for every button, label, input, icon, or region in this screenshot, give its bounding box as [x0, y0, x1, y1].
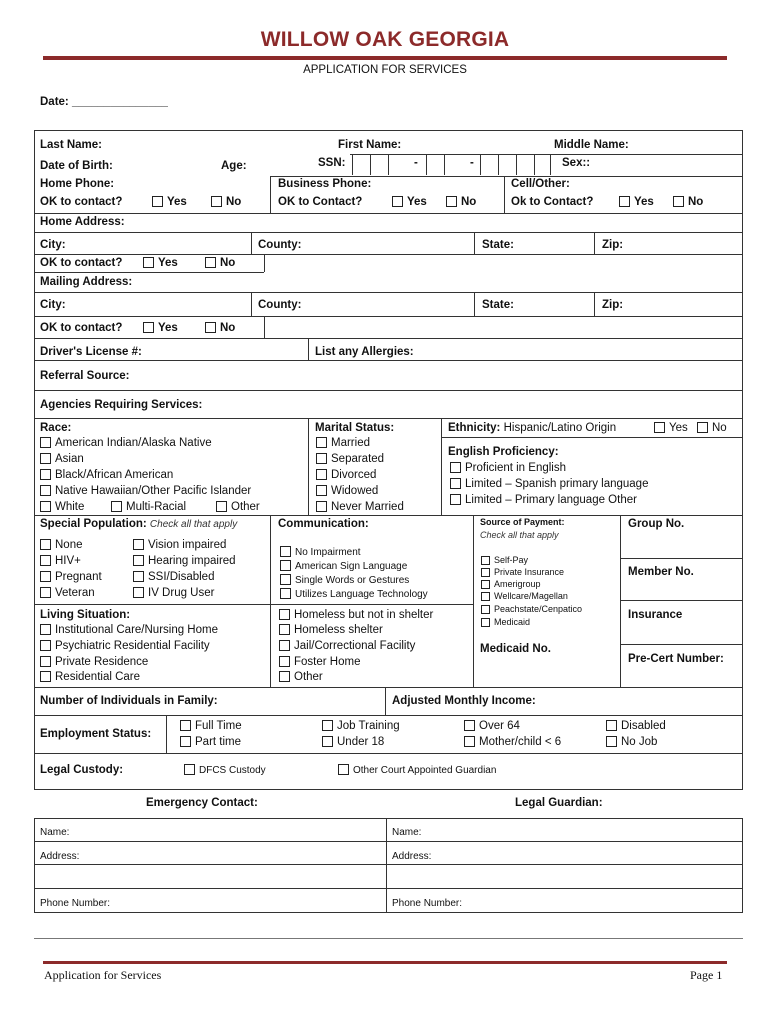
- checkbox-icon[interactable]: [392, 196, 403, 207]
- col-line: [34, 818, 35, 912]
- checkbox-icon[interactable]: [143, 322, 154, 333]
- checkbox-icon[interactable]: [40, 671, 51, 682]
- checkbox-icon[interactable]: [619, 196, 630, 207]
- living-option[interactable]: Psychiatric Residential Facility: [40, 640, 210, 652]
- cell-yes-option[interactable]: Yes: [619, 196, 654, 208]
- checkbox-icon[interactable]: [40, 587, 51, 598]
- first-name-field[interactable]: First Name:: [338, 139, 402, 151]
- ok-contact-cell-label: Ok to Contact?: [511, 196, 594, 208]
- home-county-field[interactable]: County:: [258, 239, 302, 251]
- cell-no-option[interactable]: No: [673, 196, 703, 208]
- row-line: [620, 558, 743, 559]
- home-city-field[interactable]: City:: [40, 239, 66, 251]
- employment-option[interactable]: Job Training: [322, 720, 400, 732]
- col-line: [386, 818, 387, 912]
- home-state-field[interactable]: State:: [482, 239, 514, 251]
- checkbox-icon[interactable]: [40, 640, 51, 651]
- checkbox-icon[interactable]: [40, 656, 51, 667]
- ssn-box[interactable]: [388, 155, 404, 175]
- precert-number-field[interactable]: Pre-Cert Number:: [628, 653, 724, 665]
- legal-custody-label: Legal Custody:: [40, 764, 124, 776]
- checkbox-icon[interactable]: [40, 571, 51, 582]
- home-address-field[interactable]: Home Address:: [40, 216, 125, 228]
- col-line: [166, 715, 167, 753]
- emergency-contact-heading: Emergency Contact:: [146, 797, 258, 809]
- guardian-address-field[interactable]: Address:: [392, 851, 432, 862]
- employment-status-label: Employment Status:: [40, 728, 152, 740]
- special-option[interactable]: Pregnant: [40, 571, 102, 583]
- last-name-field[interactable]: Last Name:: [40, 139, 102, 151]
- age-field[interactable]: Age:: [221, 160, 247, 172]
- ssn-box[interactable]: [426, 155, 442, 175]
- col-line: [620, 515, 621, 687]
- checkbox-icon[interactable]: [111, 501, 122, 512]
- col-line: [270, 176, 271, 214]
- living-situation-label: Living Situation:: [40, 609, 131, 621]
- row-line: [270, 604, 473, 605]
- checkbox-icon[interactable]: [205, 322, 216, 333]
- checkbox-icon[interactable]: [606, 736, 617, 747]
- marital-option[interactable]: Separated: [316, 453, 384, 465]
- communication-option[interactable]: Single Words or Gestures: [280, 574, 409, 586]
- row-line: [34, 130, 743, 131]
- ssn-box[interactable]: [498, 155, 514, 175]
- checkbox-icon[interactable]: [481, 592, 490, 601]
- cell-phone-field[interactable]: Cell/Other:: [511, 178, 570, 190]
- checkbox-icon[interactable]: [216, 501, 227, 512]
- communication-option[interactable]: Utilizes Language Technology: [280, 588, 428, 600]
- mail-zip-field[interactable]: Zip:: [602, 299, 624, 311]
- dob-field[interactable]: Date of Birth:: [40, 160, 113, 172]
- checkbox-icon[interactable]: [316, 469, 327, 480]
- checkbox-icon[interactable]: [481, 556, 490, 565]
- row-line: [34, 390, 743, 391]
- ssn-dash: -: [414, 157, 418, 169]
- special-option[interactable]: Vision impaired: [133, 539, 226, 551]
- col-line: [594, 292, 595, 316]
- race-option[interactable]: Asian: [40, 453, 84, 465]
- checkbox-icon[interactable]: [40, 501, 51, 512]
- checkbox-icon[interactable]: [464, 736, 475, 747]
- communication-label: Communication:: [278, 518, 369, 530]
- payment-option[interactable]: Peachstate/Cenpatico: [481, 604, 582, 614]
- row-line: [34, 254, 743, 255]
- communication-option[interactable]: American Sign Language: [280, 560, 407, 572]
- race-option[interactable]: American Indian/Alaska Native: [40, 437, 212, 449]
- emergency-name-field[interactable]: Name:: [40, 827, 70, 838]
- living-option[interactable]: Foster Home: [279, 656, 360, 668]
- checkbox-icon[interactable]: [673, 196, 684, 207]
- checkbox-icon[interactable]: [40, 539, 51, 550]
- footer-title: Application for Services: [44, 968, 162, 982]
- home-zip-field[interactable]: Zip:: [602, 239, 624, 251]
- checkbox-icon[interactable]: [152, 196, 163, 207]
- home-no-option[interactable]: No: [211, 196, 241, 208]
- legal-guardian-heading: Legal Guardian:: [515, 797, 603, 809]
- ok-contact-mail-label: OK to contact?: [40, 322, 123, 334]
- special-option[interactable]: Hearing impaired: [133, 555, 236, 567]
- checkbox-icon[interactable]: [280, 588, 291, 599]
- checkbox-icon[interactable]: [464, 720, 475, 731]
- checkbox-icon[interactable]: [338, 764, 349, 775]
- special-option[interactable]: None: [40, 539, 83, 551]
- checkbox-icon[interactable]: [279, 624, 290, 635]
- col-line: [594, 232, 595, 254]
- row-line: [34, 912, 743, 913]
- col-line: [742, 818, 743, 912]
- checkbox-icon[interactable]: [40, 437, 51, 448]
- living-option[interactable]: Private Residence: [40, 656, 148, 668]
- payment-label: Source of Payment:: [480, 517, 565, 527]
- checkbox-icon[interactable]: [450, 494, 461, 505]
- row-line: [34, 841, 743, 842]
- row-line: [34, 418, 743, 419]
- checkbox-icon[interactable]: [279, 609, 290, 620]
- checkbox-icon[interactable]: [279, 671, 290, 682]
- ethnicity-row: Ethnicity: Hispanic/Latino Origin: [448, 422, 617, 434]
- checkbox-icon[interactable]: [280, 574, 291, 585]
- col-line: [441, 418, 442, 516]
- row-line: [34, 232, 743, 233]
- checkbox-icon[interactable]: [280, 560, 291, 571]
- checkbox-icon[interactable]: [322, 736, 333, 747]
- race-option[interactable]: Native Hawaiian/Other Pacific Islander: [40, 485, 251, 497]
- employment-option[interactable]: Under 18: [322, 736, 384, 748]
- home-yes-option[interactable]: Yes: [152, 196, 187, 208]
- special-option[interactable]: HIV+: [40, 555, 81, 567]
- checkbox-icon[interactable]: [606, 720, 617, 731]
- ssn-label: SSN:: [318, 157, 346, 169]
- living-option[interactable]: Jail/Correctional Facility: [279, 640, 415, 652]
- ok-contact-home-address-label: OK to contact?: [40, 257, 123, 269]
- row-line: [34, 360, 743, 361]
- col-line: [251, 292, 252, 316]
- checkbox-icon[interactable]: [180, 736, 191, 747]
- communication-option[interactable]: No Impairment: [280, 546, 361, 558]
- marital-option[interactable]: Widowed: [316, 485, 378, 497]
- monthly-income-field[interactable]: Adjusted Monthly Income:: [392, 695, 536, 707]
- employment-option[interactable]: Over 64: [464, 720, 520, 732]
- employment-option[interactable]: Mother/child < 6: [464, 736, 561, 748]
- col-line: [474, 292, 475, 316]
- living-option[interactable]: Homeless shelter: [279, 624, 383, 636]
- business-phone-field[interactable]: Business Phone:: [278, 178, 372, 190]
- special-option[interactable]: Veteran: [40, 587, 95, 599]
- employment-option[interactable]: No Job: [606, 736, 657, 748]
- living-option[interactable]: Other: [279, 671, 323, 683]
- employment-option[interactable]: Full Time: [180, 720, 242, 732]
- family-size-field[interactable]: Number of Individuals in Family:: [40, 695, 218, 707]
- checkbox-icon[interactable]: [40, 624, 51, 635]
- form-right-border: [742, 130, 743, 790]
- row-line: [270, 176, 743, 177]
- ok-contact-home-label: OK to contact?: [40, 196, 123, 208]
- checkbox-icon[interactable]: [40, 485, 51, 496]
- race-label: Race:: [40, 422, 72, 434]
- row-line: [620, 644, 743, 645]
- sex-field[interactable]: Sex::: [562, 157, 591, 169]
- payment-option[interactable]: Self-Pay: [481, 555, 528, 565]
- col-line: [308, 418, 309, 516]
- race-multiracial-option[interactable]: Multi-Racial: [111, 501, 186, 513]
- row-line: [34, 753, 743, 754]
- mail-no-option[interactable]: No: [205, 322, 235, 334]
- payment-option[interactable]: Wellcare/Magellan: [481, 591, 568, 601]
- race-other-option[interactable]: Other: [216, 501, 260, 513]
- col-line: [504, 176, 505, 214]
- checkbox-icon[interactable]: [450, 478, 461, 489]
- living-option[interactable]: Homeless but not in shelter: [279, 609, 433, 621]
- race-option[interactable]: Black/African American: [40, 469, 173, 481]
- checkbox-icon[interactable]: [40, 469, 51, 480]
- emergency-address-field[interactable]: Address:: [40, 851, 80, 862]
- checkbox-icon[interactable]: [481, 605, 490, 614]
- col-line: [270, 515, 271, 687]
- col-line: [385, 687, 386, 715]
- home-phone-field[interactable]: Home Phone:: [40, 178, 115, 190]
- checkbox-icon[interactable]: [205, 257, 216, 268]
- ssn-box[interactable]: [480, 155, 496, 175]
- ssn-dash: -: [470, 157, 474, 169]
- checkbox-icon[interactable]: [279, 640, 290, 651]
- biz-no-option[interactable]: No: [446, 196, 476, 208]
- mail-state-field[interactable]: State:: [482, 299, 514, 311]
- checkbox-icon[interactable]: [279, 656, 290, 667]
- guardian-phone-field[interactable]: Phone Number:: [392, 898, 463, 909]
- court-guardian-option[interactable]: Other Court Appointed Guardian: [338, 764, 496, 776]
- row-line: [34, 938, 743, 939]
- title-rule: [43, 56, 727, 60]
- col-line: [264, 254, 265, 272]
- row-line: [34, 316, 743, 317]
- row-line: [34, 687, 743, 688]
- employment-option[interactable]: Disabled: [606, 720, 666, 732]
- col-line: [264, 316, 265, 338]
- payment-option[interactable]: Amerigroup: [481, 579, 541, 589]
- checkbox-icon[interactable]: [322, 720, 333, 731]
- checkbox-icon[interactable]: [133, 587, 144, 598]
- checkbox-icon[interactable]: [133, 555, 144, 566]
- ok-contact-biz-label: OK to Contact?: [278, 196, 363, 208]
- special-population-label: Special Population: Check all that apply: [40, 518, 238, 530]
- guardian-name-field[interactable]: Name:: [392, 827, 422, 838]
- checkbox-icon[interactable]: [654, 422, 665, 433]
- checkbox-icon[interactable]: [481, 618, 490, 627]
- checkbox-icon[interactable]: [450, 462, 461, 473]
- checkbox-icon[interactable]: [481, 580, 490, 589]
- special-option[interactable]: IV Drug User: [133, 587, 214, 599]
- row-line: [34, 715, 743, 716]
- payment-option[interactable]: Private Insurance: [481, 567, 564, 577]
- row-line: [34, 338, 743, 339]
- checkbox-icon[interactable]: [180, 720, 191, 731]
- date-field[interactable]: Date: _______________: [40, 96, 168, 108]
- home-address-yes-option[interactable]: Yes: [143, 257, 178, 269]
- marital-option[interactable]: Never Married: [316, 501, 404, 513]
- ssn-box[interactable]: [516, 155, 532, 175]
- mail-yes-option[interactable]: Yes: [143, 322, 178, 334]
- home-address-no-option[interactable]: No: [205, 257, 235, 269]
- checkbox-icon[interactable]: [316, 437, 327, 448]
- dfcs-custody-option[interactable]: DFCS Custody: [184, 764, 266, 776]
- checkbox-icon[interactable]: [316, 501, 327, 512]
- checkbox-icon[interactable]: [280, 546, 291, 557]
- ssn-box[interactable]: [444, 155, 460, 175]
- mail-county-field[interactable]: County:: [258, 299, 302, 311]
- checkbox-icon[interactable]: [446, 196, 457, 207]
- referral-source-field[interactable]: Referral Source:: [40, 370, 130, 382]
- mail-city-field[interactable]: City:: [40, 299, 66, 311]
- agencies-field[interactable]: Agencies Requiring Services:: [40, 399, 203, 411]
- checkbox-icon[interactable]: [40, 453, 51, 464]
- employment-option[interactable]: Part time: [180, 736, 241, 748]
- checkbox-icon[interactable]: [133, 539, 144, 550]
- drivers-license-field[interactable]: Driver's License #:: [40, 346, 142, 358]
- english-label: English Proficiency:: [448, 446, 559, 458]
- living-option[interactable]: Residential Care: [40, 671, 140, 683]
- row-line: [620, 600, 743, 601]
- group-number-field[interactable]: Group No.: [628, 518, 685, 530]
- checkbox-icon[interactable]: [211, 196, 222, 207]
- row-line: [34, 888, 743, 889]
- marital-option[interactable]: Divorced: [316, 469, 376, 481]
- footer-rule: [43, 961, 727, 964]
- mailing-address-field[interactable]: Mailing Address:: [40, 276, 133, 288]
- member-number-field[interactable]: Member No.: [628, 566, 694, 578]
- biz-yes-option[interactable]: Yes: [392, 196, 427, 208]
- ssn-box[interactable]: [370, 155, 386, 175]
- col-line: [251, 232, 252, 254]
- checkbox-icon[interactable]: [316, 485, 327, 496]
- english-option[interactable]: Proficient in English: [450, 462, 566, 474]
- payment-note: Check all that apply: [480, 530, 559, 540]
- checkbox-icon[interactable]: [143, 257, 154, 268]
- checkbox-icon[interactable]: [40, 555, 51, 566]
- row-line: [34, 272, 264, 273]
- row-line: [34, 789, 743, 790]
- checkbox-icon[interactable]: [316, 453, 327, 464]
- middle-name-field[interactable]: Middle Name:: [554, 139, 629, 151]
- row-line: [34, 515, 743, 516]
- medicaid-number-field[interactable]: Medicaid No.: [480, 643, 551, 655]
- allergies-field[interactable]: List any Allergies:: [315, 346, 414, 358]
- row-line: [34, 818, 743, 819]
- col-line: [308, 338, 309, 360]
- insurance-field[interactable]: Insurance: [628, 609, 683, 621]
- english-option[interactable]: Limited – Spanish primary language: [450, 478, 648, 490]
- col-line: [474, 232, 475, 254]
- payment-option[interactable]: Medicaid: [481, 617, 530, 627]
- ethnicity-no-option[interactable]: No: [697, 422, 727, 434]
- page-number: Page 1: [690, 968, 723, 982]
- row-line: [34, 213, 743, 214]
- ssn-box[interactable]: [534, 155, 551, 175]
- row-line: [441, 437, 743, 438]
- form-title: WILLOW OAK GEORGIA: [260, 28, 510, 51]
- emergency-phone-field[interactable]: Phone Number:: [40, 898, 111, 909]
- living-option[interactable]: Institutional Care/Nursing Home: [40, 624, 218, 636]
- checkbox-icon[interactable]: [481, 568, 490, 577]
- checkbox-icon[interactable]: [184, 764, 195, 775]
- row-line: [34, 604, 270, 605]
- row-line: [34, 292, 743, 293]
- marital-option[interactable]: Married: [316, 437, 370, 449]
- ssn-box[interactable]: [352, 155, 368, 175]
- checkbox-icon[interactable]: [697, 422, 708, 433]
- marital-label: Marital Status:: [315, 422, 395, 434]
- row-line: [34, 864, 743, 865]
- race-white-option[interactable]: White: [40, 501, 84, 513]
- form-subtitle: APPLICATION FOR SERVICES: [303, 64, 467, 76]
- ethnicity-yes-option[interactable]: Yes: [654, 422, 688, 434]
- english-option[interactable]: Limited – Primary language Other: [450, 494, 637, 506]
- form-left-border: [34, 130, 35, 790]
- checkbox-icon[interactable]: [133, 571, 144, 582]
- col-line: [473, 515, 474, 687]
- special-option[interactable]: SSI/Disabled: [133, 571, 214, 583]
